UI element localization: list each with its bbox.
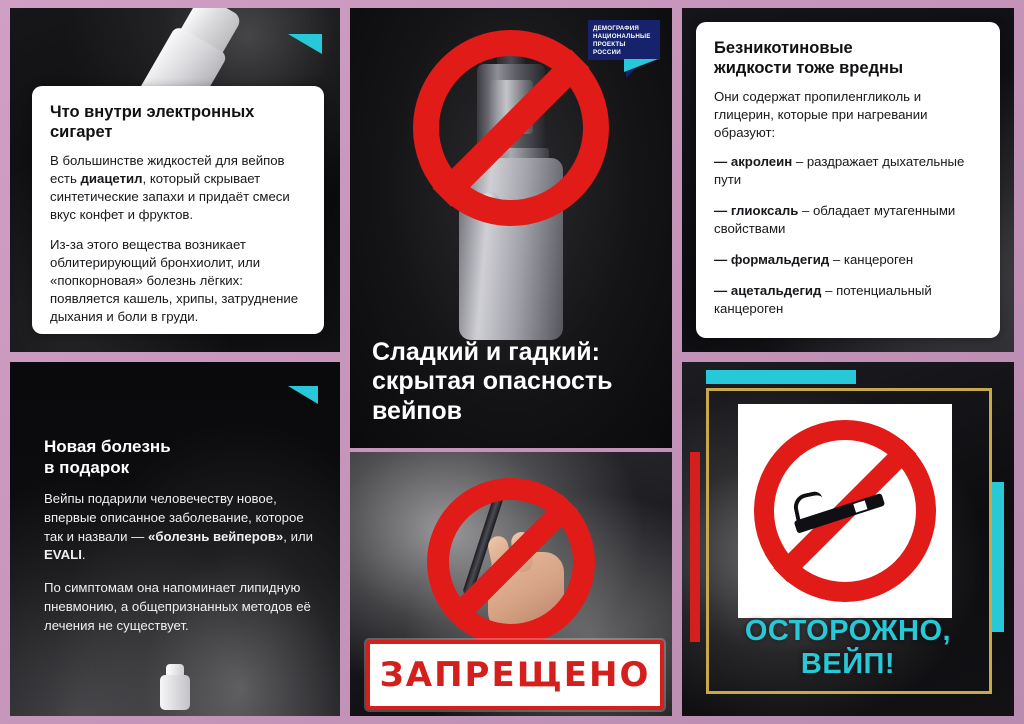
card-what-is-inside	[32, 86, 324, 334]
nd-p1-text-b: , или	[283, 528, 314, 544]
card-nicotine-free	[696, 22, 1000, 338]
card-paragraph-1	[50, 152, 306, 224]
panel-what-is-inside	[10, 8, 340, 352]
panel-caution-vape	[682, 362, 1014, 716]
nd-p1-text-a: Вейпы подарили человечеству новое, впервые описанное заболевание, которое так и назвали —	[44, 491, 304, 544]
new-disease-title	[44, 436, 316, 478]
vape-mouthpiece-icon	[160, 664, 190, 710]
bullet-rest-2: – канцероген	[829, 252, 914, 268]
red-bar-vertical	[690, 452, 700, 642]
prohibition-sign-icon	[413, 30, 609, 226]
forbidden-stamp-label: ЗАПРЕЩЕНО	[379, 655, 651, 695]
prohibition-slash-shape	[444, 495, 578, 629]
logo-teal-triangle-icon	[624, 59, 658, 72]
bullet-rest-1: – обладает мутагенными свойствами	[714, 203, 956, 237]
bullet-dash-1: —	[714, 203, 731, 219]
logo-line-3: ПРОЕКТЫ	[593, 40, 626, 48]
new-disease-title-line-2: в подарок	[44, 458, 130, 478]
center-caption-line-1: Сладкий и гадкий:	[372, 337, 600, 366]
logo-line-1: ДЕМОГРАФИЯ	[593, 25, 640, 32]
forbidden-stamp	[366, 640, 664, 710]
frame-line-bottom	[706, 691, 992, 694]
bullet-rest-0: – раздражает дыхательные пути	[714, 154, 965, 188]
nd-p1-term-2: EVALI	[44, 547, 82, 563]
bullet-term-1: глиоксаль	[730, 203, 799, 219]
bullet-dash-2: —	[714, 252, 731, 268]
prohibition-sign-icon	[427, 478, 595, 646]
bullet-term-2: формальдегид	[730, 252, 830, 268]
teal-bar-horizontal	[706, 370, 856, 384]
no-smoking-sign-card	[738, 404, 952, 618]
caution-line-2: ВЕЙП!	[800, 647, 896, 680]
bullet-dash-0: —	[714, 154, 731, 170]
teal-bar-vertical	[990, 482, 1004, 632]
center-caption-line-2: скрытая опасность	[372, 367, 613, 395]
nicotine-intro-text: Они содержат пропиленгликоль и глицерин, которые при нагревании образуют:	[714, 89, 928, 141]
prohibition-slash-shape	[433, 50, 590, 207]
panel-nicotine-free	[682, 8, 1014, 352]
teal-arrow-icon	[288, 34, 322, 54]
cigarette-icon	[792, 484, 898, 537]
card-paragraph-2: Из-за этого вещества возникает облитерирующий бронхиолит, или «попкорновая» болезнь лёгких: появляется кашель, хрипы, затруднение дыхания и боли в груди.	[50, 236, 299, 324]
logo-line-4: РОССИИ	[593, 48, 621, 56]
logo-line-2: НАЦИОНАЛЬНЫЕ	[593, 32, 651, 40]
center-caption	[372, 338, 654, 427]
new-disease-title-line-1: Новая болезнь	[44, 437, 171, 456]
logo-text-block	[588, 20, 660, 60]
frame-line-top	[706, 388, 992, 391]
panel-forbidden	[350, 452, 672, 716]
nicotine-bullet-item	[714, 251, 982, 269]
bullet-rest-3: – потенциальный канцероген	[714, 283, 932, 317]
nicotine-bullet-item	[714, 282, 982, 318]
paragraph-1-text-b: , который скрывает синтетические запахи и придаёт смеси вкус конфет и фруктов.	[50, 171, 290, 223]
nd-p1-term-1: «болезнь вейперов»	[147, 528, 284, 544]
caution-caption	[682, 615, 1014, 680]
mouthpiece-body-shape	[160, 675, 190, 710]
bullet-term-3: ацетальдегид	[730, 283, 822, 299]
new-disease-text-block	[44, 436, 316, 649]
paragraph-1-term: диацетил	[80, 171, 143, 187]
panel-sweet-and-nasty	[350, 8, 672, 448]
nicotine-title-line-2: жидкости тоже вредны	[714, 59, 904, 78]
new-disease-paragraph-2: По симптомам она напоминает липидную пневмонию, а общепризнанных методов её лечения не существует.	[44, 580, 311, 633]
nd-p1-text-c: .	[81, 547, 86, 563]
teal-arrow-icon	[288, 386, 318, 404]
nicotine-bullet-item	[714, 202, 982, 238]
nicotine-title-line-1: Безникотиновые	[714, 39, 853, 57]
panel-new-disease	[10, 362, 340, 716]
nicotine-card-title	[714, 38, 982, 78]
prohibition-sign-icon	[754, 420, 936, 602]
nicotine-bullet-item	[714, 153, 982, 189]
new-disease-paragraph-1	[44, 490, 316, 565]
bullet-dash-3: —	[714, 283, 731, 299]
paragraph-1-text-a: В большинстве жидкостей для вейпов есть	[50, 153, 285, 187]
card-title: Что внутри электронных сигарет	[50, 103, 255, 142]
caution-line-1: ОСТОРОЖНО,	[744, 615, 952, 648]
center-caption-line-3: вейпов	[372, 396, 463, 425]
bullet-term-0: акролеин	[730, 154, 793, 170]
